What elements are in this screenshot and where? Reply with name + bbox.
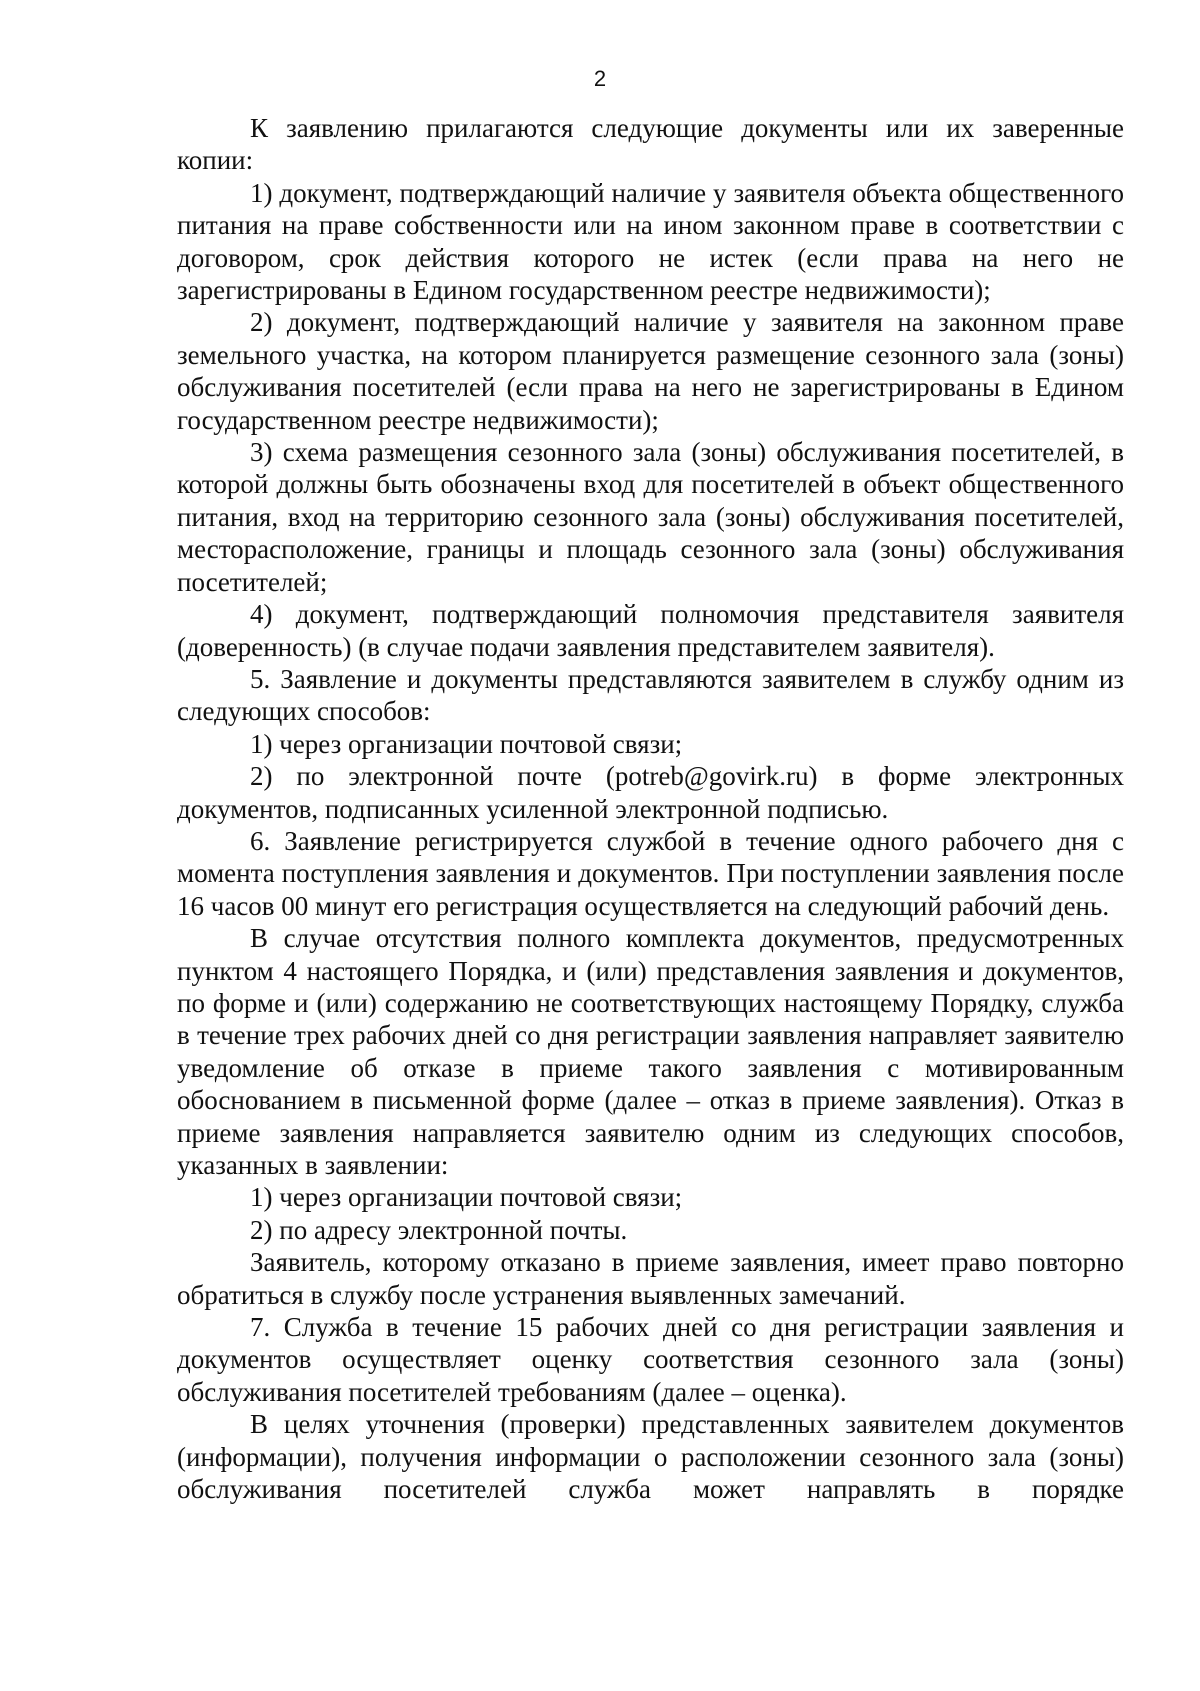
paragraph-refusal-item-1: 1) через организации почтовой связи; <box>250 1182 683 1213</box>
paragraph-refusal: В случае отсутствия полного комплекта документов, предусмотренных пунктом 4 настоящего Порядка, и (или) представления заявления и документов, по форме и (или) содержанию не соответствующих настоящему Порядку, служба в течение трех рабочих дней со дня регистрации заявления направляет заявителю уведомление об отказе в приеме такого заявления с мотивированным обоснованием в письменной форме (далее – отказ в приеме заявления). Отказ в приеме заявления направляется заявителю одним из следующих способов, указанных в заявлении: <box>177 923 1124 1180</box>
paragraph-refusal-item-2: 2) по адресу электронной почты. <box>250 1214 628 1245</box>
paragraph-verification: В целях уточнения (проверки) представленных заявителем документов (информации), получения информации о расположении сезонного зала (зоны) обслуживания посетителей служба может направлять в порядке <box>177 1409 1124 1505</box>
paragraph-item-2: 2) документ, подтверждающий наличие у заявителя на законном праве земельного участка, на котором планируется размещение сезонного зала (зоны) обслуживания посетителей (если права на него не зарегистрированы в Едином государственном реестре недвижимости); <box>177 307 1124 435</box>
paragraph-clause-5-item-2: 2) по электронной почте (potreb@govirk.ru) в форме электронных документов, подписанных усиленной электронной подписью. <box>177 761 1124 824</box>
paragraph-item-1: 1) документ, подтверждающий наличие у заявителя объекта общественного питания на праве собственности или на ином законном праве в соответствии с договором, срок действия которого не истек (если права на него не зарегистрированы в Едином государственном реестре недвижимости); <box>177 177 1124 306</box>
paragraph-reapply: Заявитель, которому отказано в приеме заявления, имеет право повторно обратиться в службу после устранения выявленных замечаний. <box>177 1247 1124 1310</box>
paragraph-clause-7: 7. Служба в течение 15 рабочих дней со дня регистрации заявления и документов осуществляет оценку соответствия сезонного зала (зоны) обслуживания посетителей требованиям (далее – оценка). <box>177 1312 1124 1407</box>
paragraph-attachments-intro: К заявлению прилагаются следующие документы или их заверенные копии: <box>177 113 1124 176</box>
paragraph-item-3: 3) схема размещения сезонного зала (зоны) обслуживания посетителей, в которой должны быть обозначены вход для посетителей в объект общественного питания, вход на территорию сезонного зала (зоны) обслуживания посетителей, месторасположение, границы и площадь сезонного зала (зоны) обслуживания посетителей; <box>177 437 1124 597</box>
paragraph-clause-5: 5. Заявление и документы представляются заявителем в службу одним из следующих способов: <box>177 663 1124 727</box>
paragraph-clause-6: 6. Заявление регистрируется службой в течение одного рабочего дня с момента поступления заявления и документов. При поступлении заявления после 16 часов 00 минут его регистрация осуществляется на следующий рабочий день. <box>177 825 1124 921</box>
page-number: 2 <box>593 66 607 91</box>
paragraph-item-4: 4) документ, подтверждающий полномочия представителя заявителя (доверенность) (в случае подачи заявления представителем заявителя). <box>177 599 1124 662</box>
document-body <box>177 112 1124 1505</box>
paragraph-clause-5-item-1: 1) через организации почтовой связи; <box>250 728 683 759</box>
